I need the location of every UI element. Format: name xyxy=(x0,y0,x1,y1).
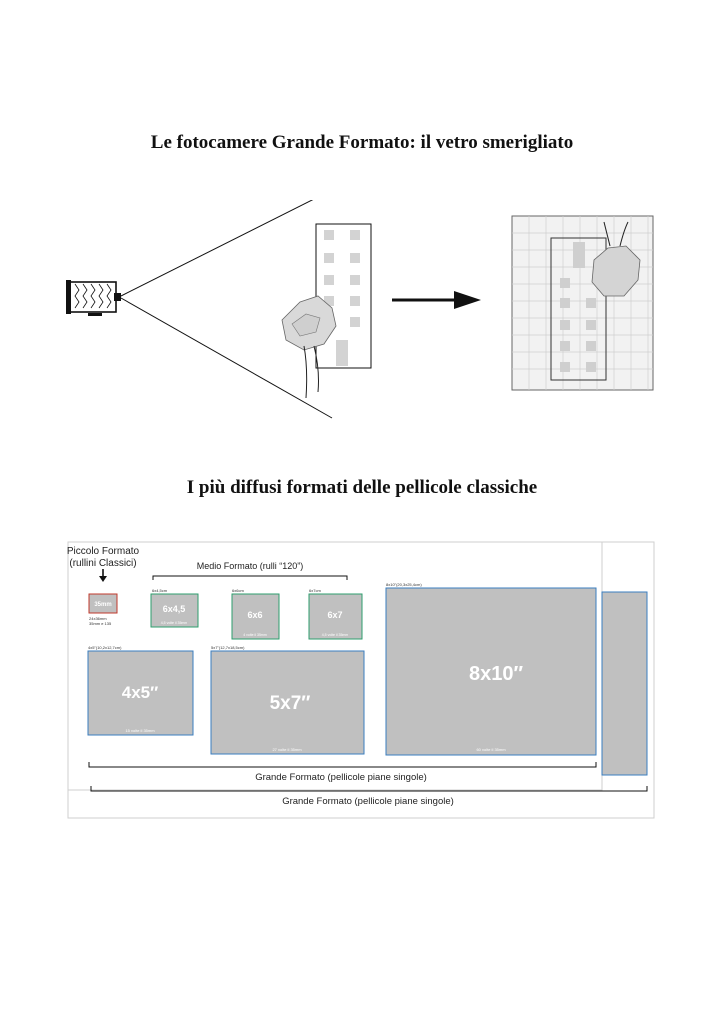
film-6x45-label: 6x4,5 xyxy=(162,604,186,614)
film-5x7-label: 5x7″ xyxy=(269,693,311,714)
film-35mm-label: 35mm xyxy=(94,602,112,608)
film-6x45-note: 4,5 volte il 35mm xyxy=(160,621,188,625)
film-35mm-note: 35mm e 135 xyxy=(89,621,112,626)
small-format-subheading: (rullini Classici) xyxy=(69,558,137,569)
right-arrow-icon xyxy=(392,291,481,309)
bellows-camera-icon xyxy=(66,280,121,316)
film-6x7-label: 6x7 xyxy=(327,610,343,620)
medium-format-heading: Medio Formato (rulli “120”) xyxy=(196,561,304,571)
film-8x10-note: 60 volte il 35mm xyxy=(476,747,506,752)
ground-glass-screen xyxy=(512,216,653,390)
film-4x5-note: 15 volte il 35mm xyxy=(125,728,155,733)
ground-glass-diagram xyxy=(0,200,724,420)
film-35mm-dim: 24x36mm xyxy=(89,616,107,621)
large-format-caption-outer: Grande Formato (pellicole piane singole) xyxy=(282,796,454,807)
film-6x6-note: 4 volte il 35mm xyxy=(243,633,267,637)
film-5x7-dim: 5x7"(12,7x18,5cm) xyxy=(211,645,245,650)
page-title-film-formats: I più diffusi formati delle pellicole classiche xyxy=(186,477,538,498)
film-5x7-note: 27 volte il 35mm xyxy=(272,747,302,752)
film-8x10-label: 8x10″ xyxy=(468,663,524,685)
film-6x6-label: 6x6 xyxy=(247,610,263,620)
film-6x7-note: 4,5 volte il 35mm xyxy=(321,633,349,637)
large-format-caption-inner: Grande Formato (pellicole piane singole) xyxy=(255,772,427,783)
film-6x6-dim: 6x6cm xyxy=(232,588,244,593)
film-4x5-label: 4x5″ xyxy=(121,683,159,702)
page-title-view-camera: Le fotocamere Grande Formato: il vetro smerigliato xyxy=(150,132,574,153)
film-8x10-rotated-edge xyxy=(602,592,647,775)
film-6x45-dim: 6x4,5cm xyxy=(152,588,168,593)
film-6x7-dim: 6x7cm xyxy=(309,588,321,593)
film-4x5-dim: 4x5"(10,2x12,7cm) xyxy=(88,645,122,650)
fov-top-line xyxy=(121,200,332,296)
small-format-heading: Piccolo Formato xyxy=(66,546,140,557)
film-formats-diagram xyxy=(0,536,724,822)
film-8x10-dim: 8x10"(20,3x25,4cm) xyxy=(386,582,422,587)
building-illustration xyxy=(316,224,371,368)
